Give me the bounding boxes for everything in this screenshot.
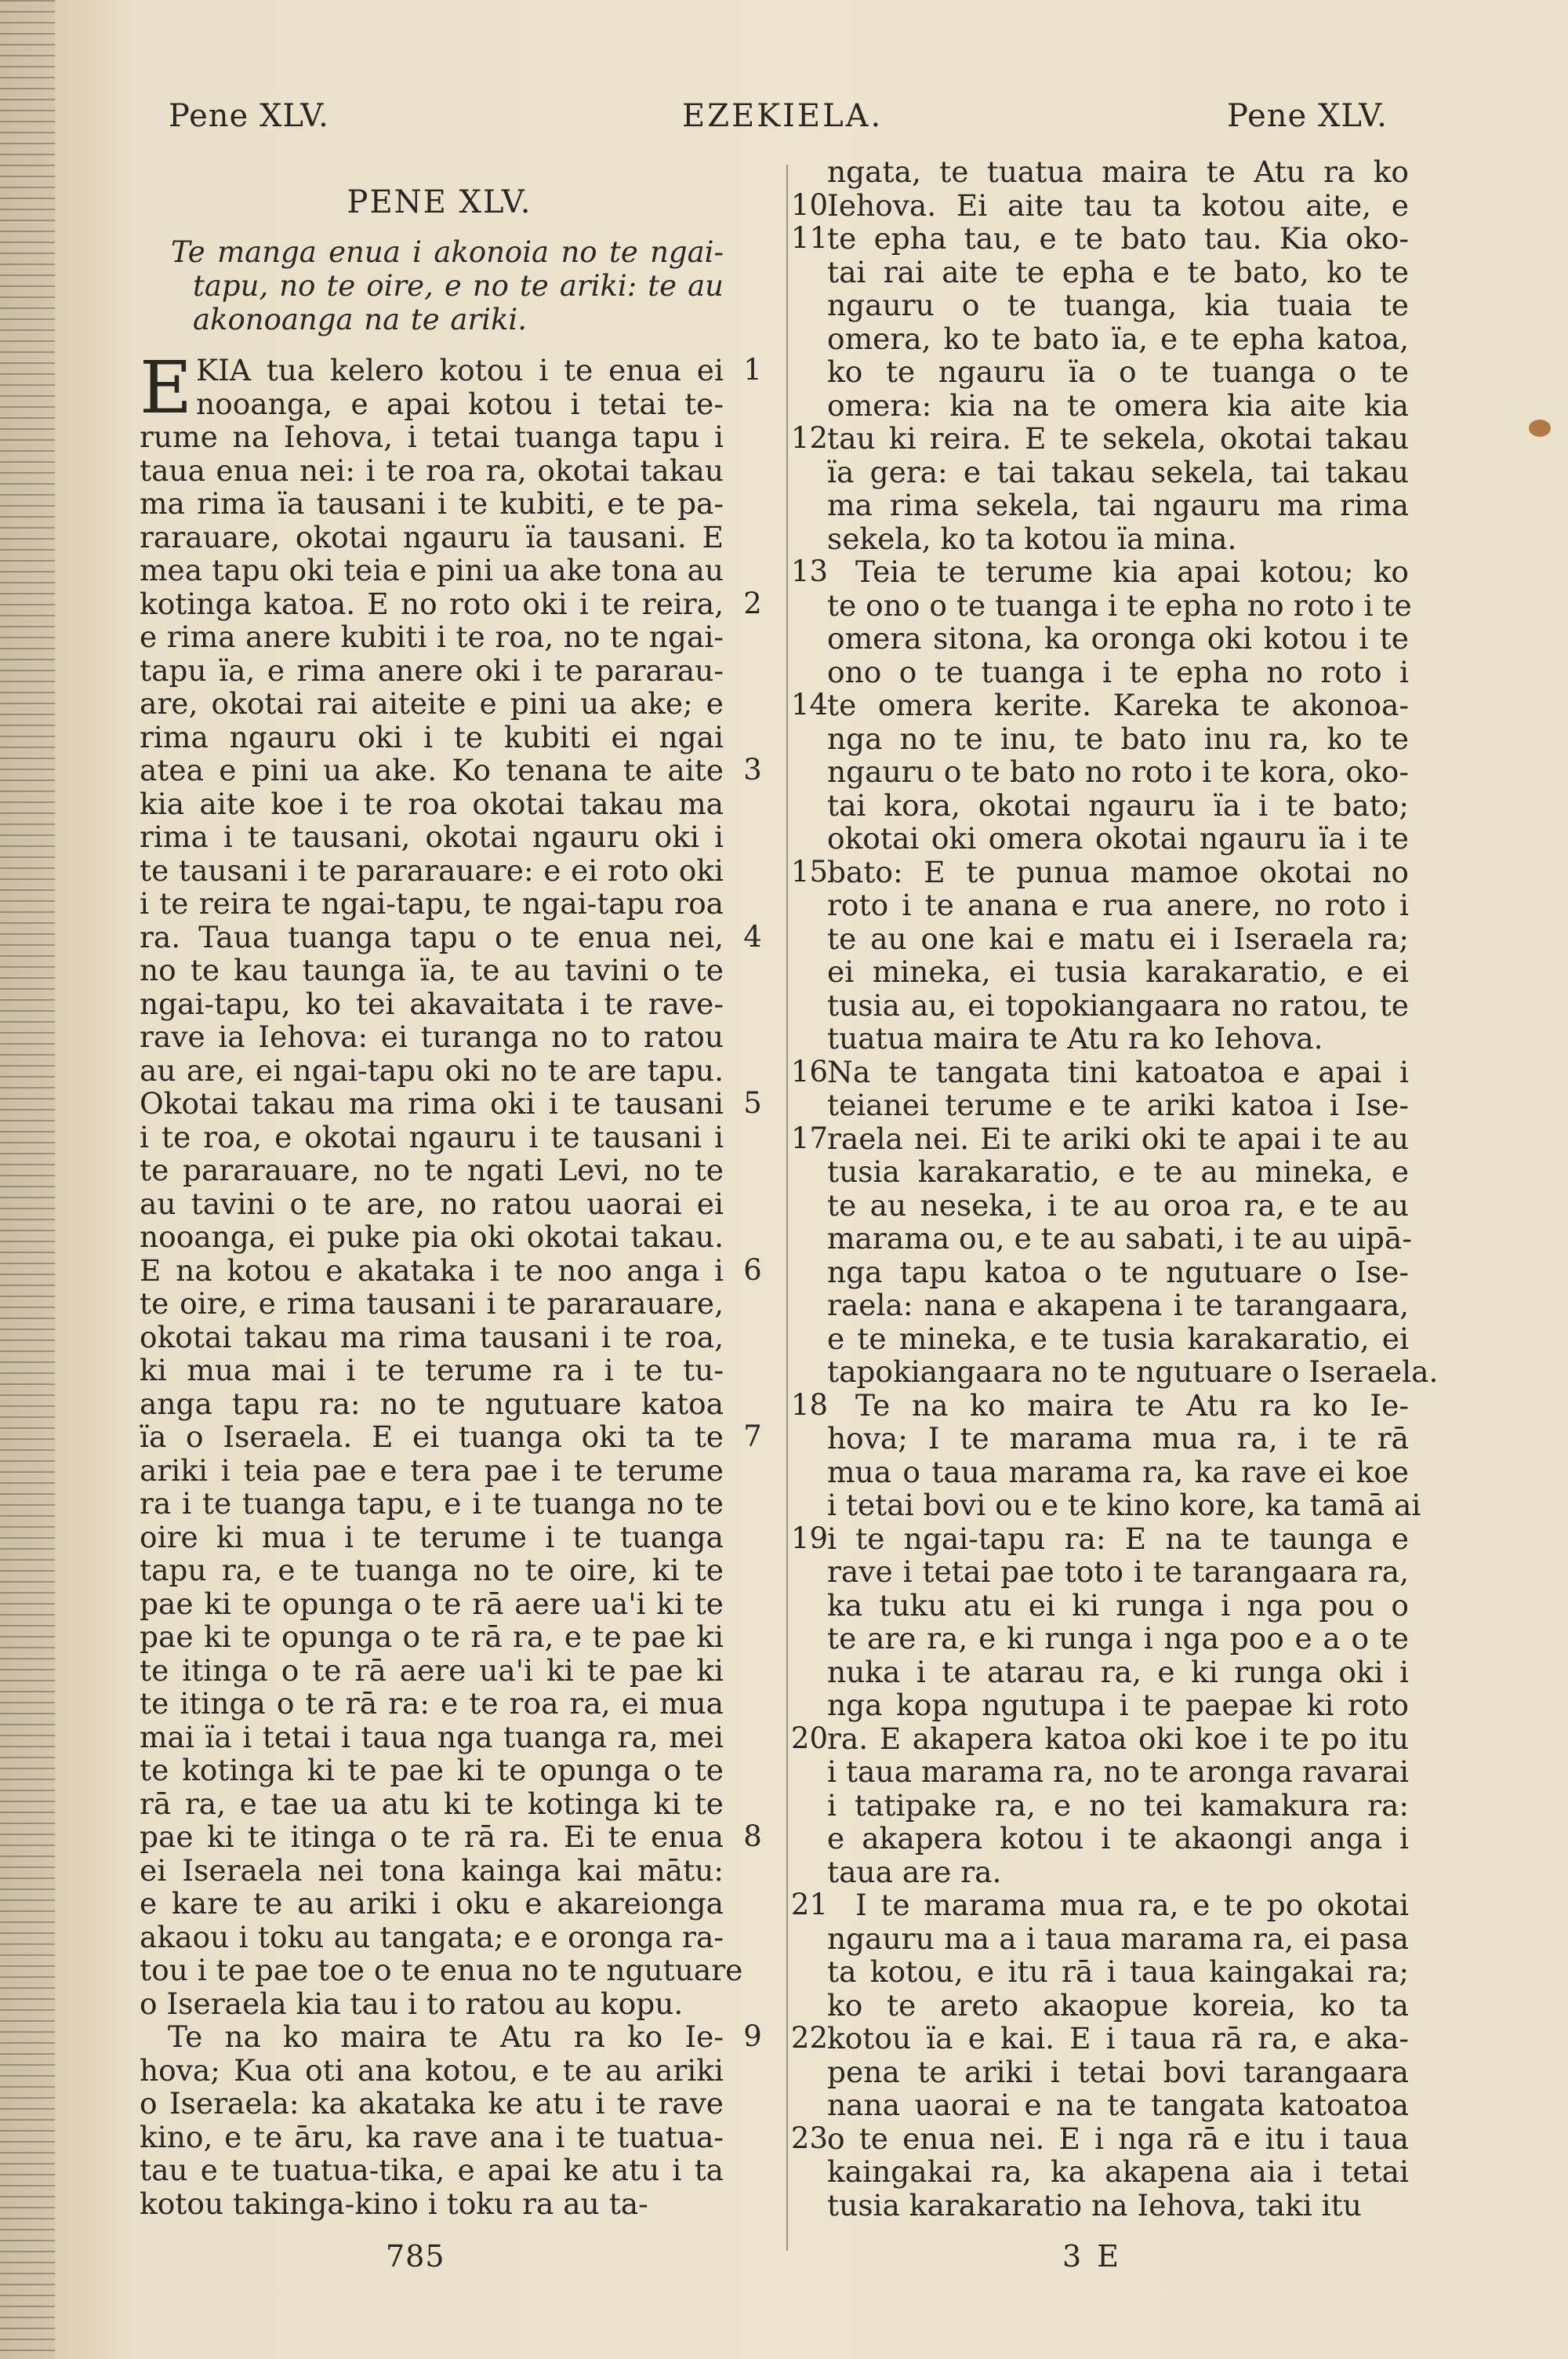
left-text-line: i te reira te ngai-tapu, te ngai-tapu roa [140, 886, 724, 921]
left-text-line: te oire, e rima tausani i te pararauare, [140, 1286, 724, 1321]
right-text-line: ngauru o te bato no roto i te kora, oko- [827, 754, 1409, 789]
right-text-line: ngauru o te tuanga, kia tuaia te [827, 288, 1409, 322]
right-text-line: marama ou, e te au sabati, i te au uipā- [827, 1221, 1412, 1256]
left-text-line: are, okotai rai aiteite e pini ua ake; e [140, 686, 724, 721]
right-text-line: o te enua nei. E i nga rā e itu i taua [827, 2121, 1409, 2156]
drop-cap: E [140, 346, 193, 430]
right-text-line: ko te areto akaopue koreia, ko ta [827, 1987, 1409, 2023]
right-text-line: tapokiangaara no te ngutuare o Iseraela. [827, 1354, 1439, 1389]
left-text-line: ariki i teia pae e tera pae i te terume [140, 1452, 724, 1488]
right-text-line: ïa gera: e tai takau sekela, tai takau [827, 454, 1409, 489]
right-text-line: te au one kai e matu ei i Iseraela ra; [827, 921, 1409, 956]
right-text-line: bato: E te punua mamoe okotai no [827, 854, 1409, 889]
right-text-line: nuka i te atarau ra, e ki runga oki i [827, 1654, 1409, 1689]
left-text-line: Te na ko maira te Atu ra ko Ie- [168, 2019, 724, 2054]
verse-number: 21 [790, 1888, 828, 1921]
running-head-right: Pene XLV. [1227, 98, 1388, 134]
right-text-line: tuatua maira te Atu ra ko Iehova. [827, 1021, 1323, 1056]
verse-number: 5 [743, 1086, 762, 1120]
left-text-line: ma rima ïa tausani i te kubiti, e te pa- [140, 486, 724, 521]
left-text-line: nooanga, e apai kotou i tetai te- [196, 386, 724, 421]
right-text-line: ta kotou, e itu rā i taua kaingakai ra; [827, 1954, 1409, 1989]
left-text-line: pae ki te opunga o te rā ra, e te pae ki [140, 1619, 724, 1654]
verse-number: 23 [790, 2121, 828, 2155]
verse-number: 3 [743, 753, 762, 787]
verse-number: 6 [743, 1252, 762, 1287]
right-text-line: ngata, te tuatua maira te Atu ra ko [827, 154, 1409, 189]
right-text-line: i tetai bovi ou e te kino kore, ka tamā ai [827, 1488, 1421, 1522]
right-text-line: kotou ïa e kai. E i taua rā ra, e aka- [827, 2021, 1409, 2055]
left-text-line: mai ïa i tetai i taua nga tuanga ra, mei [140, 1719, 724, 1754]
verse-number: 13 [790, 554, 828, 588]
right-text-line: I te marama mua ra, e te po okotai [855, 1888, 1409, 1922]
right-text-line: okotai oki omera okotai ngauru ïa i te [827, 821, 1409, 856]
left-text-line: te pararauare, no te ngati Levi, no te [140, 1153, 724, 1187]
right-lines [827, 154, 1439, 2223]
right-text-line: i taua marama ra, no te aronga ravarai [827, 1754, 1409, 1789]
running-head-left: Pene XLV. [169, 98, 329, 134]
left-text-line: nooanga, ei puke pia oki okotai takau. [140, 1219, 724, 1254]
left-text-line: te tausani i te pararauare: e ei roto oki [140, 852, 724, 888]
left-text-line: au tavini o te are, no ratou uaorai ei [140, 1186, 724, 1221]
left-text-line: ngai-tapu, ko tei akavaitata i te rave- [140, 986, 724, 1021]
left-text-line: tau e te tuatua-tika, e apai ke atu i ta [140, 2153, 724, 2187]
chapter-summary: Te manga enua i akonoia no te ngai-tapu, no te oire, e no te ariki: te au akonoanga na te ariki. [171, 235, 724, 336]
right-text-line: omera sitona, ka oronga oki kotou i te [827, 621, 1409, 656]
column-divider [786, 165, 788, 2251]
right-text-line: nga no te inu, te bato inu ra, ko te [827, 721, 1409, 756]
right-text-line: e akapera kotou i te akaongi anga i [827, 1821, 1409, 1856]
left-text-line: rume na Iehova, i tetai tuanga tapu i [140, 420, 724, 454]
left-text-line: anga tapu ra: no te ngutuare katoa [140, 1386, 724, 1421]
left-text-line: ei Iseraela nei tona kainga kai mātu: [140, 1852, 724, 1888]
left-text-line: ïa o Iseraela. E ei tuanga oki ta te [140, 1419, 724, 1454]
left-text-line: rima i te tausani, okotai ngauru oki i [140, 820, 724, 854]
left-text-line: ki mua mai i te terume ra i te tu- [140, 1353, 724, 1387]
right-text-line: e te mineka, e te tusia karakaratio, ei [827, 1321, 1409, 1356]
right-text-line: te ono o te tuanga i te epha no roto i te [827, 587, 1412, 623]
page-number: 785 [386, 2239, 445, 2274]
left-text-line: te itinga o te rā aere ua'i ki te pae ki [140, 1652, 724, 1688]
left-text-line: o Iseraela kia tau i to ratou au kopu. [140, 1986, 684, 2021]
right-text-line: mua o taua marama ra, ka rave ei koe [827, 1454, 1409, 1489]
running-head-title: EZEKIELA. [682, 98, 884, 134]
chapter-title: PENE XLV. [347, 184, 532, 220]
right-text-line: omera, ko te bato ïa, e te epha katoa, [827, 321, 1409, 356]
right-text-line: i te ngai-tapu ra: E na te taunga e [827, 1521, 1409, 1556]
right-column [827, 154, 1439, 2223]
right-text-line: raela nei. Ei te ariki oki te apai i te au [827, 1121, 1409, 1156]
verse-number: 18 [790, 1387, 828, 1422]
left-text-line: kino, e te āru, ka rave ana i te tuatua- [140, 2119, 724, 2154]
left-text-line: rima ngauru oki i te kubiti ei ngai [140, 719, 724, 754]
left-text-line: kotinga katoa. E no roto oki i te reira, [140, 586, 724, 621]
left-text-line: e rima anere kubiti i te roa, no te ngai- [140, 620, 724, 654]
right-text-line: tau ki reira. E te sekela, okotai takau [827, 421, 1409, 456]
right-text-line: sekela, ko ta kotou ïa mina. [827, 521, 1237, 556]
left-text-line: ra. Taua tuanga tapu o te enua nei, [140, 919, 724, 954]
left-text-line: akaou i toku au tangata; e e oronga ra- [140, 1919, 724, 1954]
left-text-line: oire ki mua i te terume i te tuanga [140, 1519, 724, 1554]
right-text-line: omera: kia na te omera kia aite kia [827, 387, 1409, 423]
right-text-line: ma rima sekela, tai ngauru ma rima [827, 488, 1409, 522]
right-text-line: Teia te terume kia apai kotou; ko [855, 554, 1409, 589]
left-text-line: o Iseraela: ka akataka ke atu i te rave [140, 2086, 724, 2121]
left-text-line: tapu ïa, e rima anere oki i te pararau- [140, 652, 724, 688]
left-column [140, 154, 743, 2221]
right-text-line: te epha tau, e te bato tau. Kia oko- [827, 221, 1409, 256]
right-text-line: tusia karakaratio, e te au mineka, e [827, 1154, 1409, 1189]
left-text-line: atea e pini ua ake. Ko tenana te aite [140, 753, 724, 787]
left-text-line: kotou takinga-kino i toku ra au ta- [140, 2186, 648, 2221]
left-lines [140, 346, 743, 2221]
left-text-line: kia aite koe i te roa okotai takau ma [140, 786, 724, 821]
right-text-line: raela: nana e akapena i te tarangaara, [827, 1288, 1409, 1322]
verse-number: 1 [743, 353, 762, 387]
ink-stain [1529, 420, 1551, 437]
right-text-line: ono o te tuanga i te epha no roto i [827, 654, 1409, 689]
verse-number: 9 [743, 2019, 762, 2053]
verse-number: 10 [790, 187, 828, 222]
left-text-line: pae ki te opunga o te rā aere ua'i ki te [140, 1586, 724, 1621]
left-text-line: e kare te au ariki i oku e akareionga [140, 1886, 724, 1921]
verse-number: 2 [743, 586, 762, 620]
verse-number: 12 [790, 421, 828, 455]
signature-mark: 3 E [1062, 2239, 1122, 2274]
right-text-line: te au neseka, i te au oroa ra, e te au [827, 1187, 1409, 1223]
right-text-line: nga tapu katoa o te ngutuare o Ise- [827, 1254, 1409, 1289]
verse-number: 15 [790, 854, 828, 889]
right-text-line: nga kopa ngutupa i te paepae ki roto [827, 1688, 1409, 1722]
left-text-line: KIA tua kelero kotou i te enua ei [196, 353, 724, 387]
verse-number: 16 [790, 1054, 828, 1089]
verse-number: 4 [743, 919, 762, 954]
right-text-line: taua are ra. [827, 1854, 1002, 1889]
right-text-line: Na te tangata tini katoatoa e apai i [827, 1054, 1409, 1089]
left-text-line: taua enua nei: i te roa ra, okotai takau [140, 453, 724, 488]
right-text-line: ra. E akapera katoa oki koe i te po itu [827, 1721, 1409, 1756]
right-text-line: rave i tetai pae toto i te tarangaara ra, [827, 1554, 1409, 1589]
left-text-line: rarauare, okotai ngauru ïa tausani. E [140, 519, 724, 554]
right-text-line: ka tuku atu ei ki runga i nga pou o [827, 1587, 1409, 1623]
right-text-line: tusia au, ei topokiangaara no ratou, te [827, 987, 1409, 1023]
left-text-line: E na kotou e akataka i te noo anga i [140, 1252, 724, 1288]
verse-number: 11 [790, 221, 828, 255]
right-text-line: tusia karakaratio na Iehova, taki itu [827, 2187, 1362, 2223]
right-text-line: i tatipake ra, e no tei kamakura ra: [827, 1787, 1409, 1823]
left-text-line: okotai takau ma rima tausani i te roa, [140, 1319, 724, 1354]
right-text-line: ko te ngauru ïa o te tuanga o te [827, 354, 1409, 389]
left-text-line: rave ia Iehova: ei turanga no to ratou [140, 1020, 724, 1054]
left-text-line: tapu ra, e te tuanga no te oire, ki te [140, 1553, 724, 1587]
right-text-line: teianei terume e te ariki katoa i Ise- [827, 1088, 1409, 1122]
right-text-line: tai rai aite te epha e te bato, ko te [827, 254, 1409, 289]
verse-number: 20 [790, 1721, 828, 1755]
left-text-line: ra i te tuanga tapu, e i te tuanga no te [140, 1486, 724, 1521]
right-text-line: ngauru ma a i taua marama ra, ei pasa [827, 1921, 1409, 1956]
left-text-line: te kotinga ki te pae ki te opunga o te [140, 1753, 724, 1787]
verse-number: 17 [790, 1121, 828, 1155]
right-text-line: te omera kerite. Kareka te akonoa- [827, 688, 1409, 722]
left-text-line: hova; Kua oti ana kotou, e te au ariki [140, 2052, 724, 2088]
left-text-block [140, 346, 743, 2221]
right-text-line: roto i te anana e rua anere, no roto i [827, 888, 1409, 922]
left-text-line: i te roa, e okotai ngauru i te tausani i [140, 1119, 724, 1154]
left-text-line: rā ra, e tae ua atu ki te kotinga ki te [140, 1786, 724, 1821]
right-text-line: Te na ko maira te Atu ra ko Ie- [855, 1387, 1409, 1423]
verse-number: 8 [743, 1819, 762, 1853]
verse-number: 22 [790, 2021, 828, 2055]
right-text-line: hova; I te marama mua ra, i te rā [827, 1421, 1409, 1456]
left-text-line: te itinga o te rā ra: e te roa ra, ei mua [140, 1686, 724, 1721]
verse-number: 14 [790, 688, 828, 722]
left-text-line: pae ki te itinga o te rā ra. Ei te enua [140, 1819, 724, 1854]
right-text-line: kaingakai ra, ka akapena aia i tetai [827, 2154, 1409, 2189]
verse-number: 7 [743, 1419, 762, 1453]
right-text-line: Iehova. Ei aite tau ta kotou aite, e [827, 187, 1409, 223]
right-text-line: nana uaorai e na te tangata katoatoa [827, 2088, 1409, 2122]
right-text-line: ei mineka, ei tusia karakaratio, e ei [827, 954, 1409, 989]
adjacent-page-edge [0, 0, 55, 2359]
right-text-line: pena te ariki i tetai bovi tarangaara [827, 2054, 1409, 2089]
left-text-line: Okotai takau ma rima oki i te tausani [140, 1086, 724, 1121]
verse-number: 19 [790, 1521, 828, 1555]
right-text-line: te are ra, e ki runga i nga poo e a o te [827, 1621, 1409, 1656]
left-text-line: au are, ei ngai-tapu oki no te are tapu. [140, 1052, 724, 1088]
left-text-line: mea tapu oki teia e pini ua ake tona au [140, 553, 724, 587]
left-text-line: tou i te pae toe o te enua no te ngutuare [140, 1953, 743, 1987]
left-text-line: no te kau taunga ïa, te au tavini o te [140, 953, 724, 987]
right-text-line: tai kora, okotai ngauru ïa i te bato; [827, 787, 1409, 823]
